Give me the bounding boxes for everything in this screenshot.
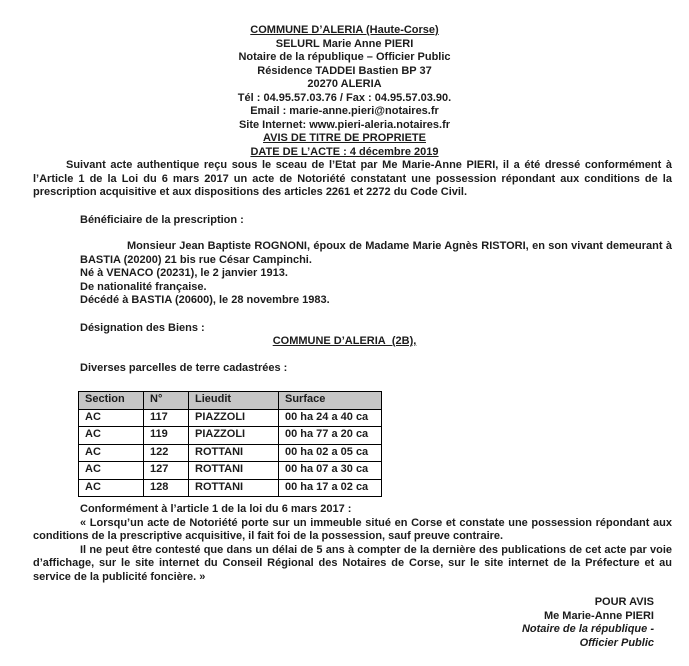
intro-paragraph: Suivant acte authentique reçu sous le sceau de l’Etat par Me Marie-Anne PIERI, il a été dressé conformément à l’Article 1 de la Loi du 6 mars 2017 un acte de Notoriété constatant une possession répondant aux conditions de la prescription acquisitive et aux dispositions des articles 2261 et 2272 du Code Civil. — [33, 159, 672, 198]
column-header-numero: N° — [144, 392, 189, 410]
letterhead — [17, 24, 672, 159]
cell-numero: 117 — [144, 409, 189, 427]
signatory-name: Me Marie-Anne PIERI — [543, 609, 654, 622]
column-header-section: Section — [79, 392, 144, 410]
cell-numero: 128 — [144, 479, 189, 497]
designation-commune-line: COMMUNE D’ALERIA (2B), — [272, 335, 417, 347]
cell-section: AC — [79, 462, 144, 480]
cell-surface: 00 ha 77 a 20 ca — [279, 427, 382, 445]
beneficiary-heading: Bénéficiaire de la prescription : — [80, 213, 244, 226]
beneficiary-birth-line: Né à VENACO (20231), le 2 janvier 1913. — [80, 267, 288, 279]
parcels-table-header-row — [79, 392, 382, 410]
letterhead-office-name: SELURL Marie Anne PIERI — [275, 37, 414, 50]
letterhead-address-line1: Résidence TADDEI Bastien BP 37 — [257, 64, 432, 77]
signatory-title-line2: Officier Public — [579, 636, 654, 649]
table-row — [79, 462, 382, 480]
letterhead-email: Email : marie-anne.pieri@notaires.fr — [250, 105, 439, 117]
beneficiary-death-line: Décédé à BASTIA (20600), le 28 novembre 1983. — [80, 294, 330, 306]
cell-surface: 00 ha 17 a 02 ca — [279, 479, 382, 497]
cell-lieudit: ROTTANI — [189, 479, 279, 497]
signatory-title-line1: Notaire de la république - — [521, 623, 654, 635]
table-row — [79, 479, 382, 497]
beneficiary-identity-paragraph: Monsieur Jean Baptiste ROGNONI, époux de Madame Marie Agnès RISTORI, en son vivant demeurant à BASTIA (20200) 21 bis rue César Campinchi. — [80, 240, 672, 266]
parcels-intro-line: Diverses parcelles de terre cadastrées : — [80, 361, 288, 374]
legal-heading: Conformément à l’article 1 de la loi du 6 mars 2017 : — [80, 503, 352, 515]
letterhead-address-line2: 20270 ALERIA — [307, 78, 382, 90]
cell-lieudit: PIAZZOLI — [189, 427, 279, 445]
column-header-surface: Surface — [279, 392, 382, 410]
cell-lieudit: PIAZZOLI — [189, 409, 279, 427]
cell-numero: 127 — [144, 462, 189, 480]
letterhead-commune-line: COMMUNE D’ALERIA (Haute-Corse) — [250, 24, 439, 36]
act-date-line: DATE DE L’ACTE : 4 décembre 2019 — [250, 145, 439, 158]
notice-title: AVIS DE TITRE DE PROPRIETE — [263, 132, 426, 144]
cell-numero: 122 — [144, 444, 189, 462]
letterhead-website: Site Internet: www.pieri-aleria.notaires.fr — [238, 118, 451, 131]
cell-lieudit: ROTTANI — [189, 444, 279, 462]
cell-numero: 119 — [144, 427, 189, 445]
table-row — [79, 427, 382, 445]
cell-section: AC — [79, 444, 144, 462]
cell-surface: 00 ha 07 a 30 ca — [279, 462, 382, 480]
letterhead-phone-fax: Tél : 04.95.57.03.76 / Fax : 04.95.57.03.90. — [237, 91, 452, 104]
legal-quote-paragraph-1: « Lorsqu’un acte de Notoriété porte sur un immeuble situé en Corse et constate une possession répondant aux conditions de la prescriptive acquisitive, il fait foi de la possession, sauf preuve contraire. — [33, 516, 672, 542]
beneficiary-nationality-line: De nationalité française. — [80, 280, 207, 293]
cell-surface: 00 ha 02 a 05 ca — [279, 444, 382, 462]
legal-quote-paragraph-2: Il ne peut être contesté que dans un délai de 5 ans à compter de la dernière des publications de cet acte par voie d’affichage, sur le site internet du Conseil Régional des Notaires de Corse, sur le site internet de la Préfecture et au service de la publicité foncière. » — [33, 543, 672, 583]
cell-section: AC — [79, 409, 144, 427]
table-row — [79, 444, 382, 462]
signature-block — [33, 596, 654, 650]
letterhead-office-title: Notaire de la république – Officier Public — [238, 51, 451, 63]
beneficiary-block — [80, 240, 672, 308]
cell-surface: 00 ha 24 a 40 ca — [279, 409, 382, 427]
table-row — [79, 409, 382, 427]
parcels-table — [78, 391, 382, 497]
designation-heading: Désignation des Biens : — [80, 321, 205, 334]
cell-section: AC — [79, 479, 144, 497]
pour-avis-line: POUR AVIS — [594, 596, 654, 608]
cell-section: AC — [79, 427, 144, 445]
cell-lieudit: ROTTANI — [189, 462, 279, 480]
column-header-lieudit: Lieudit — [189, 392, 279, 410]
